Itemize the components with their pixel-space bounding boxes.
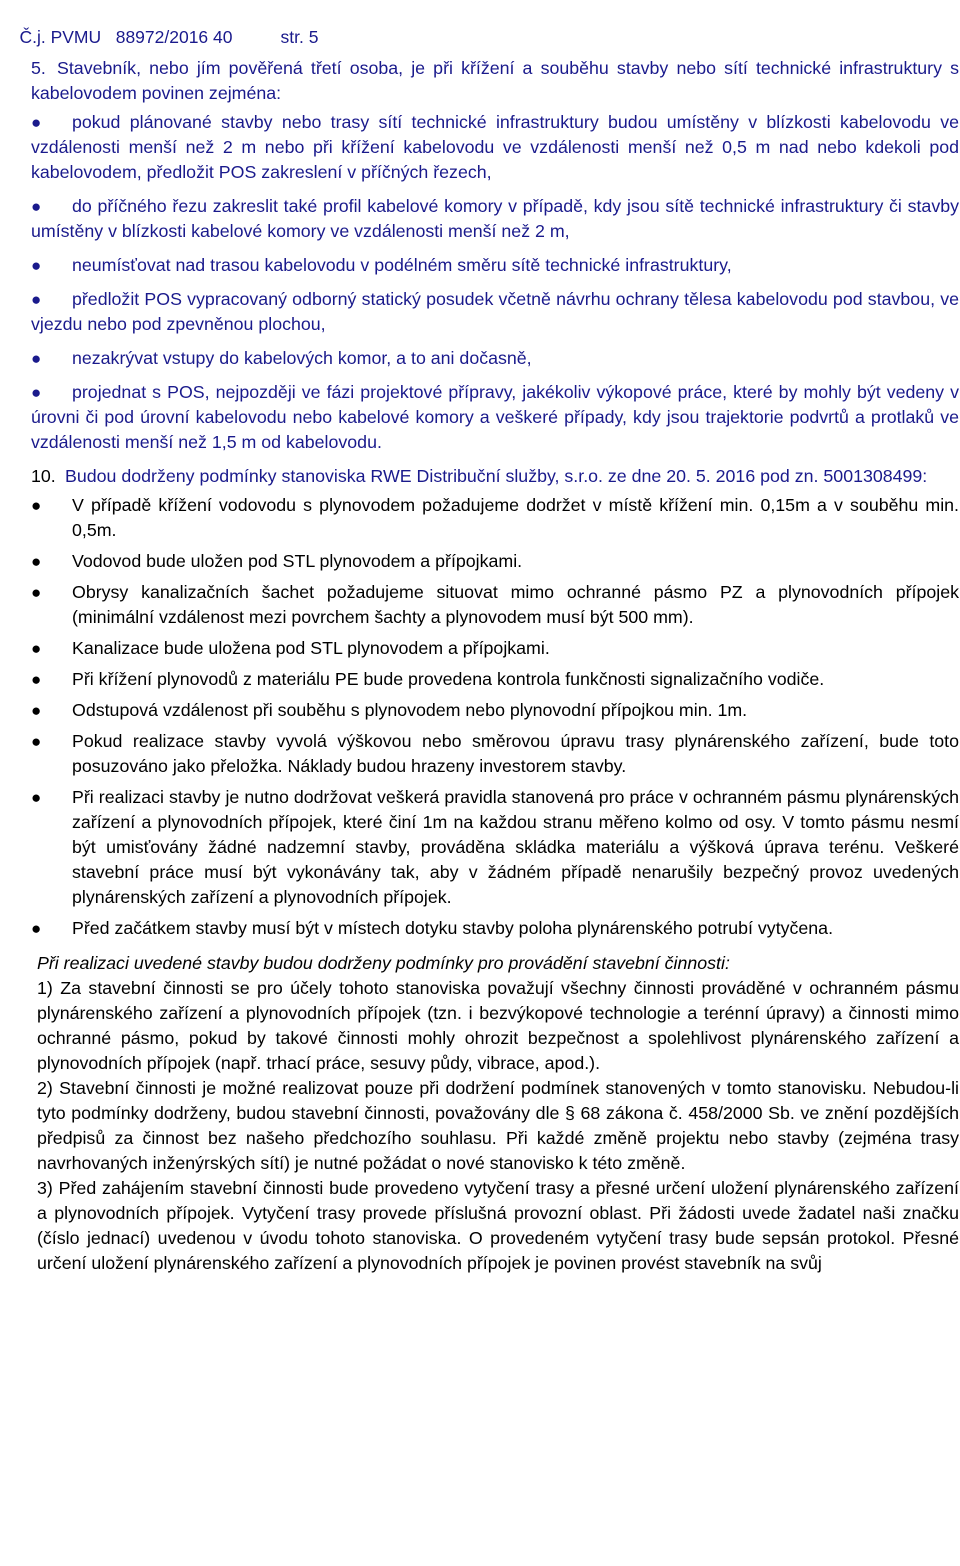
list-item: ● pokud plánované stavby nebo trasy sítí technické infrastruktury budou umístěny v blízkosti kabelovodu ve vzdálenosti menší než 2 m nebo při křížení kabelovodu ve vzdálenosti menší než 0,5 m nad nebo kdekoli pod kabelovodem, předložit POS zakreslení v příčných řezech, — [31, 112, 959, 182]
bullet-icon: ● — [31, 583, 42, 602]
section-10-intro: 10. Budou dodrženy podmínky stanoviska RWE Distribuční služby, s.r.o. ze dne 20. 5. 2016 pod zn. 5001308499: — [31, 464, 959, 489]
list-item: ● do příčného řezu zakreslit také profil kabelové komory v případě, kdy jsou sítě technické infrastruktury či stavby umístěny v blízkosti kabelové komory ve vzdálenosti menší než 2 m, — [31, 196, 959, 241]
section-10-number: 10. — [31, 466, 56, 486]
list-item: ● Před začátkem stavby musí být v místech dotyku stavby poloha plynárenského potrubí vytyčena. — [31, 916, 959, 941]
condition-paragraph: 3) Před zahájením stavební činnosti bude provedeno vytyčení trasy a přesné určení uložení plynárenského zařízení a plynovodních přípojek. Vytyčení trasy provede příslušná provozní oblast. Při žádosti uvede žadatel naši značku (číslo jednací) uvedenou v úvodu tohoto stanoviska. O provedeném vytyčení trasy bude sepsán protokol. Přesné určení uložení plynárenského zařízení a plynovodních přípojek je povinen provést stavebník na svůj — [37, 1178, 959, 1273]
bullet-icon: ● — [31, 256, 42, 275]
section-5-number: 5. — [31, 58, 46, 78]
section-10-list — [31, 493, 959, 941]
bullet-icon: ● — [31, 197, 42, 216]
bullet-icon: ● — [31, 639, 42, 658]
list-item: ● Kanalizace bude uložena pod STL plynovodem a přípojkami. — [31, 636, 959, 661]
list-item: ● Odstupová vzdálenost při souběhu s plynovodem nebo plynovodní přípojkou min. 1m. — [31, 698, 959, 723]
list-item: ● projednat s POS, nejpozději ve fázi projektové přípravy, jakékoliv výkopové práce, které by mohly být vedeny v úrovni či pod úrovní kabelovodu nebo kabelové komory a veškeré případy, kdy jsou trajektorie podvrtů a protlaků ve vzdálenosti menší než 1,5 m od kabelovodu. — [31, 382, 959, 452]
bullet-icon: ● — [31, 919, 42, 938]
section-5-intro: 5. Stavebník, nebo jím pověřená třetí osoba, je při křížení a souběhu stavby nebo sítí technické infrastruktury s kabelovodem povinen zejména: — [31, 58, 959, 103]
bullet-icon: ● — [31, 290, 42, 309]
section-5-list — [31, 110, 959, 455]
bullet-icon: ● — [31, 732, 42, 751]
bullet-icon: ● — [31, 349, 42, 368]
list-item: ● Pokud realizace stavby vyvolá výškovou nebo směrovou úpravu trasy plynárenského zařízení, bude toto posuzováno jako přeložka. Náklady budou hrazeny investorem stavby. — [31, 731, 959, 776]
reference-number: Č.j. PVMU 88972/2016 40 — [19, 27, 233, 47]
document-body — [31, 56, 959, 1276]
conditions-title: Při realizaci uvedené stavby budou dodrženy podmínky pro provádění stavební činnosti: — [37, 953, 730, 973]
list-item: ● V případě křížení vodovodu s plynovodem požadujeme dodržet v místě křížení min. 0,15m a v souběhu min. 0,5m. — [31, 495, 959, 540]
bullet-icon: ● — [31, 701, 42, 720]
list-item: ● předložit POS vypracovaný odborný statický posudek včetně návrhu ochrany tělesa kabelovodu pod stavbou, ve vjezdu nebo pod zpevněnou plochou, — [31, 289, 959, 334]
list-item: ● Vodovod bude uložen pod STL plynovodem a přípojkami. — [31, 549, 959, 574]
list-item: ● neumísťovat nad trasou kabelovodu v podélném směru sítě technické infrastruktury, — [31, 253, 959, 278]
condition-paragraph: 1) Za stavební činnosti se pro účely tohoto stanoviska považují všechny činnosti prováděné v ochranném pásmu plynárenského zařízení a plynovodních přípojek (tzn. i bezvýkopové technologie a terénní úpravy) a činnosti mimo ochranné pásmo, pokud by takové činnosti mohly ohrozit bezpečnost a spolehlivost plynárenského zařízení a plynovodních přípojek (např. trhací práce, sesuvy půdy, vibrace, apod.). — [37, 978, 959, 1073]
list-item: ● Při realizaci stavby je nutno dodržovat veškerá pravidla stanovená pro práce v ochranném pásmu plynárenských zařízení a plynovodních přípojek, které činí 1m na každou stranu měřeno kolmo od osy. V tomto pásmu nesmí být umisťovány žádné nadzemní stavby, prováděna skládka materiálu a výšková úprava terénu. Veškeré stavební práce musí být vykonávány tak, aby v žádném případě nenarušily bezpečný provoz uvedených plynárenských zařízení a plynovodních přípojek. — [31, 787, 959, 907]
bullet-icon: ● — [31, 113, 42, 132]
list-item: ● Při křížení plynovodů z materiálu PE bude provedena kontrola funkčnosti signalizačního vodiče. — [31, 667, 959, 692]
bullet-icon: ● — [31, 788, 42, 807]
condition-paragraph: 2) Stavební činnosti je možné realizovat pouze při dodržení podmínek stanovených v tomto stanovisku. Nebudou-li tyto podmínky dodrženy, budou stavební činnosti, považovány dle § 68 zákona č. 458/2000 Sb. ve znění pozdějších předpisů za činnost bez našeho předchozího souhlasu. Při každé změně projektu nebo stavby (zejména trasy navrhovaných inženýrských sítí) je nutné požádat o nové stanovisko k této změně. — [37, 1078, 959, 1173]
bullet-icon: ● — [31, 670, 42, 689]
bullet-icon: ● — [31, 383, 42, 402]
list-item: ● nezakrývat vstupy do kabelových komor, a to ani dočasně, — [31, 346, 959, 371]
bullet-icon: ● — [31, 496, 42, 515]
list-item: ● Obrysy kanalizačních šachet požadujeme situovat mimo ochranné pásmo PZ a plynovodních přípojek (minimální vzdálenost mezi povrchem šachty a plynovodem musí být 500 mm). — [31, 582, 959, 627]
bullet-icon: ● — [31, 552, 42, 571]
page-number: str. 5 — [280, 27, 319, 47]
